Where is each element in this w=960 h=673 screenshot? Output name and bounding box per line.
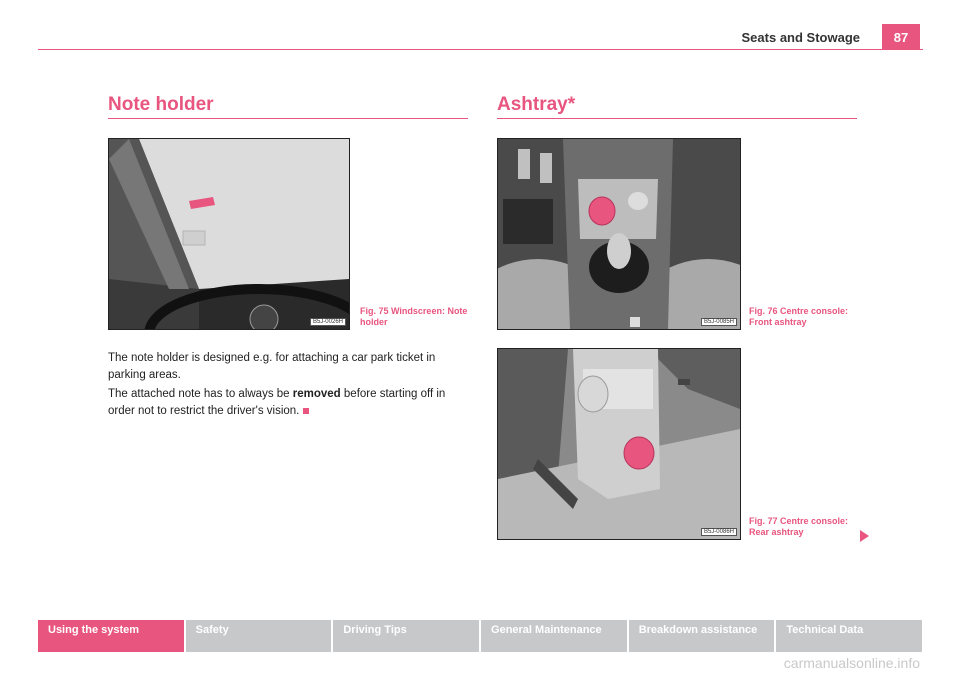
figure-code-b5j-0086h: B5J-0086H xyxy=(701,528,737,536)
footer-tab-using-the-system[interactable]: Using the system xyxy=(38,620,184,652)
figure-code-b5j-0026h: B5J-0026H xyxy=(310,318,346,326)
watermark: carmanualsonline.info xyxy=(783,655,920,671)
header-rule xyxy=(38,49,923,50)
paragraph-remove-note xyxy=(108,386,468,420)
paragraph-note-holder-purpose: The note holder is designed e.g. for attaching a car park ticket in parking areas. xyxy=(108,352,436,381)
paragraph-remove-note-prefix: The attached note has to always be xyxy=(108,388,293,400)
figure-77-caption: Fig. 77 Centre console: Rear ashtray xyxy=(749,516,849,537)
footer-tab-technical-data[interactable]: Technical Data xyxy=(776,620,922,652)
section-title-ashtray: Ashtray* xyxy=(497,94,576,115)
footer-tab-breakdown-assistance[interactable]: Breakdown assistance xyxy=(629,620,775,652)
footer-tab-driving-tips[interactable]: Driving Tips xyxy=(333,620,479,652)
section-rule-left xyxy=(108,118,468,119)
figure-75-caption: Fig. 75 Windscreen: Note holder xyxy=(360,306,468,327)
continue-arrow-icon xyxy=(860,530,869,542)
page-number: 87 xyxy=(882,24,920,50)
figure-76-front-ashtray xyxy=(497,138,741,330)
end-of-section-square xyxy=(303,408,309,414)
footer-nav xyxy=(38,620,922,652)
figure-code-b5j-0085h: B5J-0085H xyxy=(701,318,737,326)
figure-76-caption: Fig. 76 Centre console: Front ashtray xyxy=(749,306,849,327)
section-rule-right xyxy=(497,118,857,119)
footer-tab-safety[interactable]: Safety xyxy=(186,620,332,652)
paragraph-remove-note-bold: removed xyxy=(292,388,341,400)
paragraph-remove-note-suffix: before starting off in order not to restrict the driver's vision. xyxy=(108,388,446,417)
section-title-note-holder: Note holder xyxy=(108,94,214,115)
figure-75-windscreen xyxy=(108,138,350,330)
footer-tab-general-maintenance[interactable]: General Maintenance xyxy=(481,620,627,652)
header-title: Seats and Stowage xyxy=(741,30,860,45)
figure-77-rear-ashtray xyxy=(497,348,741,540)
